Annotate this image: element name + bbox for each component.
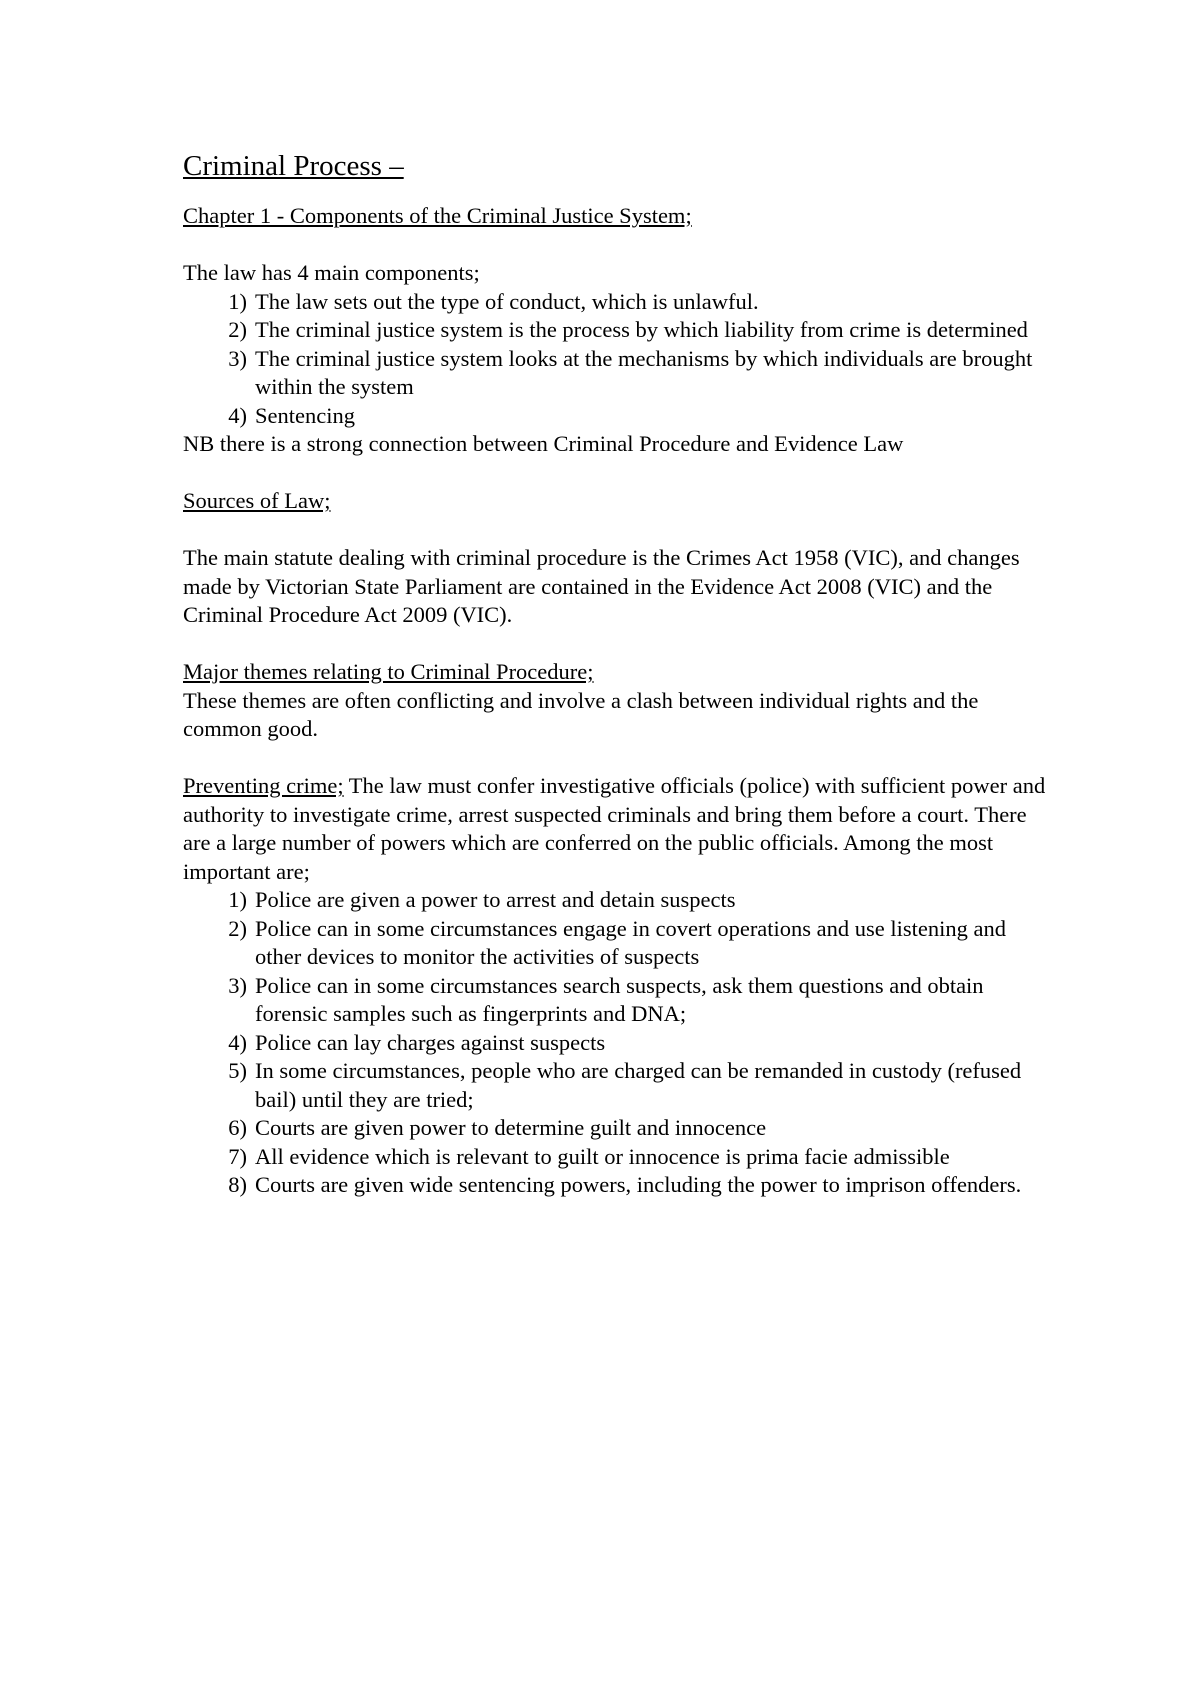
list-text: Police can in some circumstances search suspects, ask them questions and obtain forensic samples such as fingerprints and DNA; — [255, 972, 984, 1026]
components-intro: The law has 4 main components; — [183, 260, 480, 285]
list-number: 3) — [228, 345, 247, 371]
list-item — [183, 972, 1053, 1029]
list-text: All evidence which is relevant to guilt or innocence is prima facie admissible — [255, 1143, 950, 1169]
list-text: In some circumstances, people who are charged can be remanded in custody (refused bail) until they are tried; — [255, 1058, 1022, 1112]
list-text: Courts are given wide sentencing powers, including the power to imprison offenders. — [255, 1172, 1022, 1197]
spacer — [183, 630, 1053, 659]
list-text: The criminal justice system is the process by which liability from crime is determined — [255, 317, 1028, 342]
list-number: 6) — [228, 1115, 247, 1140]
list-number: 4) — [228, 402, 247, 428]
list-number: 1) — [228, 288, 247, 314]
list-item — [183, 886, 1053, 915]
themes-heading: Major themes relating to Criminal Procedure; — [183, 659, 594, 684]
list-text: Courts are given power to determine guilt and innocence — [255, 1115, 767, 1140]
sources-heading: Sources of Law; — [183, 488, 331, 513]
powers-list — [183, 886, 1053, 1200]
list-item — [183, 915, 1053, 972]
list-text: Police are given a power to arrest and detain suspects — [255, 887, 736, 912]
preventing-crime-label: Preventing crime; — [183, 773, 344, 798]
spacer — [183, 516, 1053, 545]
document-title: Criminal Process – — [183, 150, 404, 182]
list-number: 3) — [228, 972, 247, 998]
list-item — [183, 316, 1053, 345]
preventing-crime-text: The law must confer investigative officials (police) with sufficient power and authority to investigate crime, arrest suspected criminals and bring them before a court. There are a large number of powers which are conferred on the public officials. Among the most important are; — [183, 773, 1046, 884]
list-text: Sentencing — [255, 402, 355, 428]
chapter-heading: Chapter 1 - Components of the Criminal Justice System; — [183, 203, 692, 228]
themes-paragraph: These themes are often conflicting and involve a clash between individual rights and the common good. — [183, 687, 979, 741]
sources-paragraph: The main statute dealing with criminal procedure is the Crimes Act 1958 (VIC), and changes made by Victorian State Parliament are contained in the Evidence Act 2008 (VIC) and the Criminal Procedure Act 2009 (VIC). — [183, 545, 1020, 627]
list-number: 2) — [228, 317, 247, 342]
spacer — [183, 459, 1053, 488]
list-number: 4) — [228, 1029, 247, 1055]
list-item — [183, 1143, 1053, 1172]
list-text: The law sets out the type of conduct, which is unlawful. — [255, 288, 759, 314]
spacer — [183, 231, 1053, 260]
list-number: 1) — [228, 887, 247, 912]
list-text: Police can in some circumstances engage in covert operations and use listening and other devices to monitor the activities of suspects — [255, 915, 1007, 969]
list-number: 8) — [228, 1172, 247, 1197]
list-text: The criminal justice system looks at the mechanisms by which individuals are brought within the system — [255, 345, 1033, 399]
list-item — [183, 288, 1053, 317]
list-text: Police can lay charges against suspects — [255, 1029, 606, 1055]
list-item — [183, 345, 1053, 402]
document-content — [183, 148, 1053, 1200]
list-number: 5) — [228, 1058, 247, 1083]
list-number: 2) — [228, 915, 247, 941]
list-item — [183, 1057, 1053, 1114]
list-item — [183, 1171, 1053, 1200]
list-number: 7) — [228, 1143, 247, 1169]
list-item — [183, 402, 1053, 431]
spacer — [183, 744, 1053, 773]
list-item — [183, 1114, 1053, 1143]
components-list — [183, 288, 1053, 431]
list-item — [183, 1029, 1053, 1058]
preventing-crime-paragraph — [183, 772, 1053, 886]
nb-note: NB there is a strong connection between Criminal Procedure and Evidence Law — [183, 431, 904, 456]
